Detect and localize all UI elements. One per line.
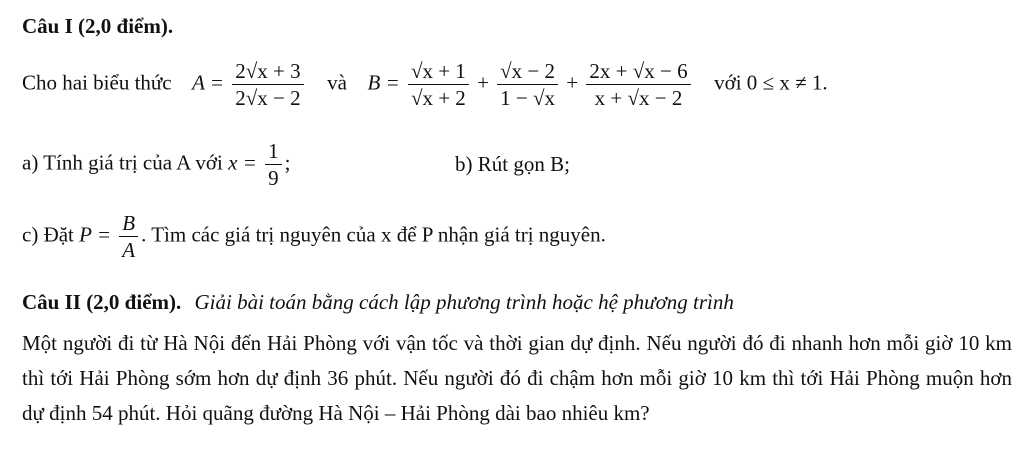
part-a-denominator: 9 bbox=[268, 166, 279, 190]
expr-b-term2 bbox=[497, 58, 558, 111]
expr-a-numerator: 2√x + 3 bbox=[232, 58, 303, 85]
expr-b-term1-numerator: √x + 1 bbox=[408, 58, 469, 85]
part-c-denominator: A bbox=[122, 238, 136, 262]
plus-sign: + bbox=[477, 70, 489, 95]
expr-b-term3-numerator: 2x + √x − 6 bbox=[586, 58, 690, 85]
condition: 0 ≤ x ≠ 1. bbox=[746, 70, 828, 95]
part-b: b) Rút gọn B; bbox=[455, 152, 570, 176]
expressions-line bbox=[22, 58, 828, 111]
part-c bbox=[22, 210, 606, 263]
part-a-fraction bbox=[265, 138, 282, 191]
question-2-subtitle: Giải bài toán bằng cách lập phương trình hoặc hệ phương trình bbox=[194, 290, 734, 314]
expr-b-term1-denominator: √x + 2 bbox=[410, 86, 466, 110]
question-2-header bbox=[22, 290, 734, 315]
part-c-lhs: P = bbox=[79, 222, 112, 247]
part-a-lhs: x = bbox=[228, 150, 257, 175]
question-2-title: Câu II (2,0 điểm). bbox=[22, 290, 182, 314]
part-c-numerator: B bbox=[119, 210, 138, 237]
intro-text: Cho hai biểu thức bbox=[22, 70, 172, 95]
condition-text: với bbox=[714, 70, 742, 95]
plus-sign: + bbox=[566, 70, 579, 95]
expr-b-term2-numerator: √x − 2 bbox=[497, 58, 558, 85]
expr-b-term2-denominator: 1 − √x bbox=[500, 86, 556, 110]
part-c-fraction bbox=[119, 210, 138, 263]
part-a bbox=[22, 138, 290, 191]
question-2-body: Một người đi từ Hà Nội đến Hải Phòng với vận tốc và thời gian dự định. Nếu người đó đi nhanh hơn mỗi giờ 10 km thì tới Hải Phòng sớm hơn dự định 36 phút. Nếu người đó đi chậm hơn mỗi giờ 10 km thì tới Hải Phòng muộn hơn dự định 54 phút. Hỏi quãng đường Hà Nội – Hải Phòng dài bao nhiêu km? bbox=[22, 331, 1012, 425]
part-a-numerator: 1 bbox=[265, 138, 282, 165]
part-a-end: ; bbox=[284, 150, 291, 175]
expr-b-term3-denominator: x + √x − 2 bbox=[594, 86, 683, 110]
part-c-prefix: c) Đặt bbox=[22, 222, 74, 247]
part-a-text: a) Tính giá trị của A với bbox=[22, 150, 223, 175]
expr-b-term3 bbox=[586, 58, 690, 111]
expr-a-lhs: A = bbox=[192, 70, 224, 95]
question-1-title: Câu I (2,0 điểm). bbox=[22, 14, 174, 38]
part-c-rest: . Tìm các giá trị nguyên của x để P nhận giá trị nguyên. bbox=[141, 222, 606, 247]
expr-a-fraction bbox=[232, 58, 303, 111]
expr-a-denominator: 2√x − 2 bbox=[235, 86, 301, 110]
expr-b-lhs: B = bbox=[367, 70, 400, 95]
and-text: và bbox=[327, 70, 347, 95]
expr-b-term1 bbox=[408, 58, 469, 111]
